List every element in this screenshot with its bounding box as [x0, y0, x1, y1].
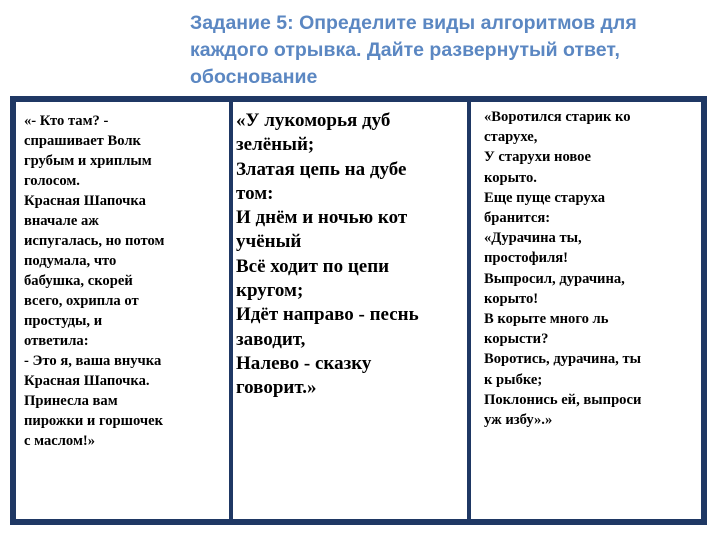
excerpt-line: Воротись, дурачина, ты: [484, 351, 642, 368]
excerpt-line: голосом.: [24, 173, 80, 189]
excerpt-line: Налево - сказку: [236, 352, 372, 374]
excerpt-line: вначале аж: [24, 213, 99, 229]
excerpt-line: ответила:: [24, 333, 89, 349]
task-heading-line: каждого отрывка. Дайте развернутый ответ,: [190, 39, 620, 61]
excerpt-line: бабушка, скорей: [24, 273, 133, 289]
excerpt-line: заводит,: [236, 328, 306, 350]
excerpt-line: всего, охрипла от: [24, 293, 139, 309]
excerpt-line: Еще пуще старуха: [484, 189, 606, 206]
excerpt-line: простуды, и: [24, 313, 103, 329]
excerpt-little-red-riding-hood: [16, 102, 229, 519]
excerpt-line: том:: [236, 182, 274, 204]
excerpt-line: В корыте много ль: [484, 311, 609, 328]
excerpts-table: [10, 96, 707, 525]
excerpt-line: Принесла вам: [24, 393, 118, 409]
excerpt-line: уж избу».»: [484, 412, 553, 429]
task-heading-line: обоснование: [190, 66, 318, 88]
excerpt-line: учёный: [236, 231, 302, 253]
excerpt-line: Красная Шапочка.: [24, 373, 150, 389]
excerpt-fisherman-and-fish: [471, 102, 701, 519]
excerpt-line: корысти?: [484, 331, 549, 348]
excerpt-line: Идёт направо - песнь: [236, 304, 419, 326]
excerpt-line: Всё ходит по цепи: [236, 255, 390, 277]
excerpt-line: пирожки и горшочек: [24, 413, 164, 429]
excerpt-line: подумала, что: [24, 253, 117, 269]
excerpt-line: Златая цепь на дубе: [236, 158, 407, 180]
excerpt-line: с маслом!»: [24, 433, 96, 449]
excerpt-line: испугалась, но потом: [24, 233, 165, 249]
excerpt-lukomorye: [233, 102, 467, 519]
excerpt-line: У старухи новое: [484, 149, 591, 166]
excerpt-line: бранится:: [484, 210, 551, 227]
excerpt-line: Красная Шапочка: [24, 193, 146, 209]
excerpt-line: зелёный;: [236, 134, 315, 156]
excerpt-line: - Это я, ваша внучка: [24, 353, 162, 369]
task-heading: [190, 10, 700, 91]
excerpt-line: корыто!: [484, 290, 539, 307]
task-heading-line: Задание 5: Определите виды алгоритмов для: [190, 12, 637, 34]
excerpt-line: грубым и хриплым: [24, 153, 152, 169]
excerpt-line: старухе,: [484, 129, 538, 146]
excerpt-line: спрашивает Волк: [24, 133, 141, 149]
excerpt-line: «- Кто там? -: [24, 113, 109, 129]
excerpt-line: «У лукоморья дуб: [236, 110, 391, 131]
excerpt-line: «Воротился старик ко: [484, 109, 631, 125]
excerpt-line: простофиля!: [484, 250, 569, 267]
excerpt-line: к рыбке;: [484, 371, 543, 388]
excerpt-line: Выпросил, дурачина,: [484, 270, 625, 287]
excerpt-line: говорит.»: [236, 377, 317, 399]
excerpt-line: Поклонись ей, выпроси: [484, 391, 642, 408]
excerpt-line: корыто.: [484, 169, 537, 186]
excerpt-line: «Дурачина ты,: [484, 230, 582, 247]
excerpt-line: И днём и ночью кот: [236, 207, 408, 229]
excerpt-line: кругом;: [236, 280, 304, 302]
